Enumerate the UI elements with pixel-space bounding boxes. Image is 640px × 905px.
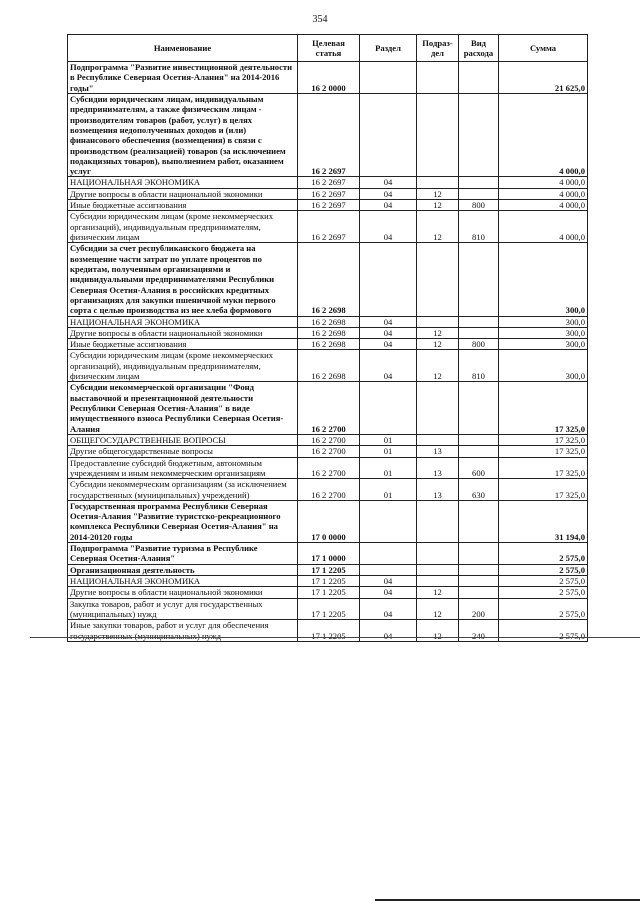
cell-article: 16 2 2700 — [298, 434, 360, 445]
cell-name: Организационная деятельность — [68, 564, 298, 575]
table-row — [68, 598, 588, 620]
cell-expense-type: 630 — [459, 479, 499, 501]
cell-article: 16 2 2697 — [298, 211, 360, 243]
cell-subsection — [417, 62, 459, 94]
cell-article: 16 2 2700 — [298, 446, 360, 457]
cell-amount: 300,0 — [499, 316, 588, 327]
scan-cut-line — [30, 637, 640, 638]
table-row — [68, 500, 588, 542]
cell-expense-type — [459, 500, 499, 542]
table-row — [68, 188, 588, 199]
cell-subsection — [417, 543, 459, 565]
cell-section: 04 — [360, 587, 417, 598]
table-row — [68, 620, 588, 642]
cell-expense-type: 800 — [459, 339, 499, 350]
cell-amount: 17 325,0 — [499, 382, 588, 435]
cell-name: Подпрограмма "Развитие туризма в Республике Северная Осетия-Алания" — [68, 543, 298, 565]
table-row — [68, 564, 588, 575]
table-row — [68, 211, 588, 243]
cell-expense-type: 800 — [459, 200, 499, 211]
cell-name: Другие вопросы в области национальной экономики — [68, 188, 298, 199]
cell-expense-type — [459, 327, 499, 338]
cell-expense-type — [459, 564, 499, 575]
cell-article: 16 2 2697 — [298, 200, 360, 211]
bottom-rule — [375, 899, 640, 901]
cell-article: 16 2 2697 — [298, 177, 360, 188]
cell-subsection: 12 — [417, 350, 459, 382]
table-row — [68, 479, 588, 501]
cell-amount: 300,0 — [499, 327, 588, 338]
table-row — [68, 446, 588, 457]
cell-subsection: 13 — [417, 446, 459, 457]
cell-section: 04 — [360, 350, 417, 382]
cell-subsection: 12 — [417, 327, 459, 338]
cell-name: Иные закупки товаров, работ и услуг для обеспечения государственных (муниципальных) нужд — [68, 620, 298, 642]
cell-subsection: 13 — [417, 457, 459, 479]
cell-amount: 2 575,0 — [499, 620, 588, 642]
cell-expense-type — [459, 177, 499, 188]
table-row — [68, 576, 588, 587]
cell-name: Субсидии юридическим лицам, индивидуальным предпринимателям, а также физическим лицам - производителям товаров (работ, услуг) в целях возмещения недополученных доходов и (или) финансового обеспечения (возмещения) в связи с производством (реализацией) товаров (за исключением подакцизных товаров), выполнением работ, оказанием услуг — [68, 93, 298, 177]
cell-name: Иные бюджетные ассигнования — [68, 339, 298, 350]
cell-amount: 2 575,0 — [499, 543, 588, 565]
cell-section: 04 — [360, 327, 417, 338]
cell-subsection — [417, 576, 459, 587]
cell-subsection: 12 — [417, 188, 459, 199]
cell-expense-type — [459, 62, 499, 94]
cell-amount: 4 000,0 — [499, 188, 588, 199]
cell-name: Другие вопросы в области национальной экономики — [68, 327, 298, 338]
cell-expense-type — [459, 543, 499, 565]
cell-expense-type — [459, 316, 499, 327]
cell-subsection — [417, 316, 459, 327]
cell-subsection: 12 — [417, 620, 459, 642]
cell-name: Предоставление субсидий бюджетным, автономным учреждениям и иным некоммерческим организациям — [68, 457, 298, 479]
cell-article: 16 2 2697 — [298, 188, 360, 199]
cell-amount: 2 575,0 — [499, 598, 588, 620]
table-row — [68, 316, 588, 327]
cell-expense-type — [459, 93, 499, 177]
cell-amount: 2 575,0 — [499, 576, 588, 587]
cell-name: НАЦИОНАЛЬНАЯ ЭКОНОМИКА — [68, 316, 298, 327]
cell-subsection — [417, 434, 459, 445]
cell-amount: 4 000,0 — [499, 177, 588, 188]
page-number: 354 — [312, 14, 328, 25]
cell-article: 16 2 2698 — [298, 316, 360, 327]
cell-subsection: 12 — [417, 211, 459, 243]
cell-expense-type — [459, 243, 499, 316]
cell-subsection: 12 — [417, 339, 459, 350]
table-row — [68, 62, 588, 94]
cell-expense-type — [459, 576, 499, 587]
cell-section: 01 — [360, 446, 417, 457]
table-row — [68, 543, 588, 565]
cell-name: Иные бюджетные ассигнования — [68, 200, 298, 211]
table-row — [68, 93, 588, 177]
cell-article: 16 2 2698 — [298, 327, 360, 338]
cell-subsection: 13 — [417, 479, 459, 501]
cell-section — [360, 500, 417, 542]
cell-expense-type: 200 — [459, 598, 499, 620]
cell-subsection — [417, 93, 459, 177]
cell-expense-type — [459, 188, 499, 199]
cell-amount: 17 325,0 — [499, 457, 588, 479]
cell-section — [360, 564, 417, 575]
cell-expense-type: 810 — [459, 350, 499, 382]
table-row — [68, 350, 588, 382]
table-row — [68, 200, 588, 211]
cell-expense-type: 600 — [459, 457, 499, 479]
cell-subsection — [417, 382, 459, 435]
table-body — [68, 62, 588, 642]
cell-amount: 17 325,0 — [499, 479, 588, 501]
cell-expense-type: 810 — [459, 211, 499, 243]
cell-amount: 4 000,0 — [499, 200, 588, 211]
cell-subsection — [417, 177, 459, 188]
cell-article: 17 1 0000 — [298, 543, 360, 565]
cell-name: Другие общегосударственные вопросы — [68, 446, 298, 457]
budget-table — [67, 34, 588, 642]
cell-article: 17 1 2205 — [298, 598, 360, 620]
table-row — [68, 177, 588, 188]
cell-subsection: 12 — [417, 587, 459, 598]
cell-section: 04 — [360, 316, 417, 327]
cell-name: Субсидии за счет республиканского бюджета на возмещение части затрат по уплате процентов по кредитам, полученным организациями и индивидуальными предпринимателями Республики Северная Осетия-Алания в российских кредитных организациях для закупки пшеничной муки первого сорта с целью производства из нее хлеба формового — [68, 243, 298, 316]
cell-subsection — [417, 243, 459, 316]
table-row — [68, 243, 588, 316]
table-row — [68, 457, 588, 479]
cell-section — [360, 62, 417, 94]
cell-name: Субсидии юридическим лицам (кроме некоммерческих организаций), индивидуальным предпринимателям, физическим лицам — [68, 350, 298, 382]
cell-section: 04 — [360, 339, 417, 350]
cell-article: 16 2 2698 — [298, 350, 360, 382]
cell-subsection — [417, 500, 459, 542]
cell-amount: 4 000,0 — [499, 211, 588, 243]
cell-section: 04 — [360, 620, 417, 642]
cell-amount: 2 575,0 — [499, 587, 588, 598]
cell-article: 16 2 2698 — [298, 339, 360, 350]
cell-section — [360, 382, 417, 435]
cell-section: 04 — [360, 200, 417, 211]
cell-name: Субсидии некоммерческим организациям (за исключением государственных (муниципальных) учреждений) — [68, 479, 298, 501]
cell-amount: 21 625,0 — [499, 62, 588, 94]
cell-amount: 300,0 — [499, 339, 588, 350]
cell-amount: 2 575,0 — [499, 564, 588, 575]
cell-section: 04 — [360, 598, 417, 620]
table-row — [68, 587, 588, 598]
cell-amount: 17 325,0 — [499, 446, 588, 457]
cell-name: НАЦИОНАЛЬНАЯ ЭКОНОМИКА — [68, 576, 298, 587]
cell-subsection — [417, 564, 459, 575]
cell-name: Субсидии некоммерческой организации "Фонд выставочной и презентационной деятельности Республики Северная Осетия-Алания" в виде имущественного взноса Республики Северная Осетия-Алания — [68, 382, 298, 435]
cell-section: 04 — [360, 177, 417, 188]
cell-article: 17 1 2205 — [298, 564, 360, 575]
cell-name: НАЦИОНАЛЬНАЯ ЭКОНОМИКА — [68, 177, 298, 188]
header-article: Целевая статья — [298, 35, 360, 62]
cell-article: 16 2 2697 — [298, 93, 360, 177]
cell-amount: 300,0 — [499, 350, 588, 382]
cell-name: Подпрограмма "Развитие инвестиционной деятельности в Республике Северная Осетия-Алания" на 2014-2016 годы" — [68, 62, 298, 94]
header-subsection: Подраз-дел — [417, 35, 459, 62]
cell-section: 04 — [360, 211, 417, 243]
table-row — [68, 382, 588, 435]
cell-article: 17 1 2205 — [298, 576, 360, 587]
cell-article: 16 2 2698 — [298, 243, 360, 316]
cell-article: 16 2 0000 — [298, 62, 360, 94]
table-row — [68, 327, 588, 338]
cell-article: 17 1 2205 — [298, 587, 360, 598]
table-row — [68, 434, 588, 445]
cell-section: 01 — [360, 479, 417, 501]
table-row — [68, 339, 588, 350]
cell-name: Субсидии юридическим лицам (кроме некоммерческих организаций), индивидуальным предпринимателям, физическим лицам — [68, 211, 298, 243]
cell-article: 17 1 2205 — [298, 620, 360, 642]
cell-expense-type: 240 — [459, 620, 499, 642]
header-row — [68, 35, 588, 62]
header-amount: Сумма — [499, 35, 588, 62]
cell-section — [360, 93, 417, 177]
cell-amount: 300,0 — [499, 243, 588, 316]
cell-amount: 31 194,0 — [499, 500, 588, 542]
cell-section: 04 — [360, 188, 417, 199]
header-expense-type: Вид расхода — [459, 35, 499, 62]
cell-subsection: 12 — [417, 200, 459, 211]
cell-amount: 4 000,0 — [499, 93, 588, 177]
cell-section — [360, 543, 417, 565]
cell-name: ОБЩЕГОСУДАРСТВЕННЫЕ ВОПРОСЫ — [68, 434, 298, 445]
cell-section: 04 — [360, 576, 417, 587]
cell-article: 17 0 0000 — [298, 500, 360, 542]
cell-article: 16 2 2700 — [298, 479, 360, 501]
header-section: Раздел — [360, 35, 417, 62]
cell-name: Другие вопросы в области национальной экономики — [68, 587, 298, 598]
cell-section: 01 — [360, 457, 417, 479]
cell-amount: 17 325,0 — [499, 434, 588, 445]
cell-name: Государственная программа Республики Северная Осетия-Алания "Развитие туристско-рекреационного комплекса Республики Северная Осетия-Алания" на 2014-20120 годы — [68, 500, 298, 542]
cell-section — [360, 243, 417, 316]
cell-expense-type — [459, 382, 499, 435]
cell-expense-type — [459, 587, 499, 598]
cell-subsection: 12 — [417, 598, 459, 620]
cell-article: 16 2 2700 — [298, 382, 360, 435]
cell-expense-type — [459, 446, 499, 457]
cell-expense-type — [459, 434, 499, 445]
header-name: Наименование — [68, 35, 298, 62]
cell-name: Закупка товаров, работ и услуг для государственных (муниципальных) нужд — [68, 598, 298, 620]
cell-article: 16 2 2700 — [298, 457, 360, 479]
cell-section: 01 — [360, 434, 417, 445]
